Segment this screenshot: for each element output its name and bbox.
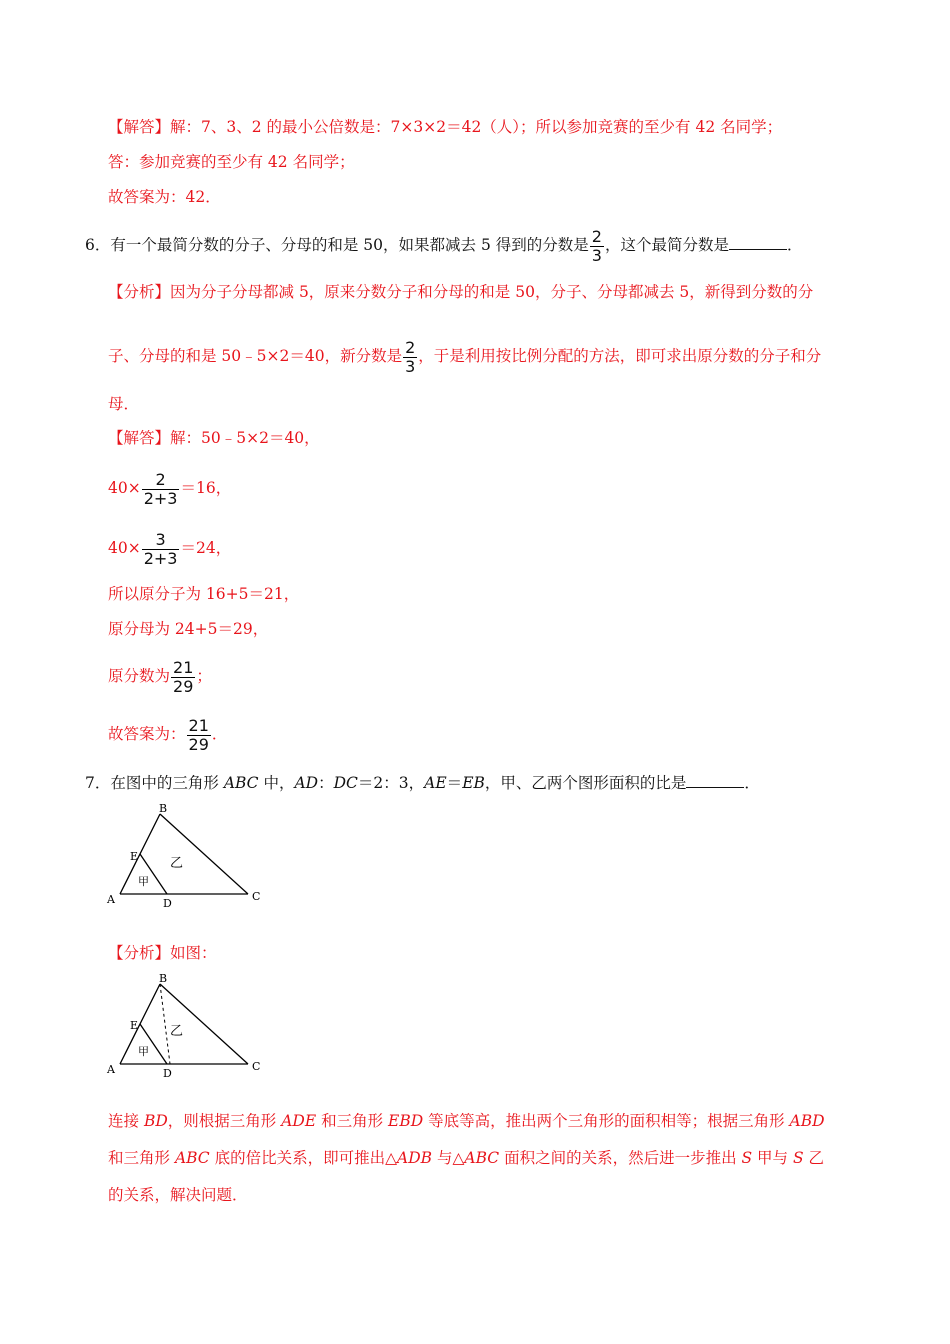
svg-text:甲: 甲 bbox=[138, 875, 149, 888]
svg-text:B: B bbox=[159, 802, 168, 815]
q7-answer-blank[interactable] bbox=[686, 773, 744, 788]
q7-triangle-figure bbox=[100, 800, 270, 910]
q7-number: 7． bbox=[85, 774, 111, 792]
q6-numerator-line: 所以原分子为 16+5＝21， bbox=[108, 585, 300, 603]
q7-stem: 7．在图中的三角形 ABC 中，AD：DC＝2：3，AE＝EB，甲、乙两个图形面积的比是 ． bbox=[85, 774, 760, 792]
q7-explanation-line-2: 和三角形 ABC 底的倍比关系，即可推出△ADB 与△ABC 面积之间的关系，然后进一步推出 S 甲与 S 乙 bbox=[108, 1149, 825, 1167]
q6-analysis-line-2: 子、分母的和是 50﹣5×2＝40，新分数是 $\frac{2}{3}$ ，于是利用按比例分配的方法，即可求出原分数的分子和分 bbox=[108, 337, 822, 376]
q6-analysis-fraction: $\frac{2}{3}$ bbox=[405, 337, 416, 376]
svg-text:D: D bbox=[163, 1067, 172, 1080]
q6-final-answer-line: 故答案为： $\frac{21}{29}$ ． bbox=[108, 715, 228, 754]
q6-solution-tag: 【解答】 bbox=[108, 429, 171, 447]
q6-calc-2: 40× $\frac{3}{2+3}$ ＝24， bbox=[108, 529, 232, 568]
q7-analysis-intro: 【分析】如图： bbox=[108, 944, 217, 962]
svg-text:E: E bbox=[130, 1019, 139, 1032]
svg-text:乙: 乙 bbox=[170, 856, 184, 871]
q5-answer-tag: 【解答】 bbox=[108, 118, 171, 136]
q6-answer-blank[interactable] bbox=[729, 235, 787, 250]
q6-analysis-tag: 【分析】 bbox=[108, 283, 171, 301]
svg-text:E: E bbox=[130, 850, 139, 863]
q6-calc-1: 40× $\frac{2}{2+3}$ ＝16， bbox=[108, 469, 232, 508]
q6-analysis-line-1: 【分析】因为分子分母都减 5，原来分数分子和分母的和是 50，分子、分母都减去 5，新得到分数的分 bbox=[108, 283, 814, 301]
q6-solution-line-1: 【解答】解：50﹣5×2＝40， bbox=[108, 429, 320, 447]
q6-stem: 6．有一个最简分数的分子、分母的和是 50，如果都减去 5 得到的分数是 $\frac{2}{3}$ ，这个最简分数是 ． bbox=[85, 226, 803, 265]
svg-text:D: D bbox=[163, 897, 172, 910]
svg-text:B: B bbox=[159, 972, 168, 985]
q7-triangle-figure-with-bd bbox=[100, 970, 270, 1080]
q5-answer-line-3: 故答案为：42． bbox=[108, 188, 221, 206]
q6-analysis-line-3: 母． bbox=[108, 395, 140, 413]
q6-original-fraction-line: 原分数为 $\frac{21}{29}$ ； bbox=[108, 657, 212, 696]
q5-answer-line-2: 答：参加竞赛的至少有 42 名同学； bbox=[108, 153, 355, 171]
q6-denominator-line: 原分母为 24+5＝29， bbox=[108, 620, 269, 638]
svg-text:A: A bbox=[107, 893, 115, 906]
q7-explanation-line-3: 的关系，解决问题． bbox=[108, 1186, 248, 1204]
svg-text:乙: 乙 bbox=[170, 1024, 184, 1039]
svg-text:A: A bbox=[107, 1063, 115, 1076]
svg-text:C: C bbox=[252, 890, 261, 903]
q7-analysis-tag: 【分析】 bbox=[108, 944, 171, 962]
svg-text:甲: 甲 bbox=[138, 1045, 149, 1058]
svg-text:C: C bbox=[252, 1060, 261, 1073]
q6-stem-fraction: $\frac{2}{3}$ bbox=[591, 226, 602, 265]
q7-explanation-line-1: 连接 BD，则根据三角形 ADE 和三角形 EBD 等底等高，推出两个三角形的面积相等；根据三角形 ABD bbox=[108, 1112, 825, 1130]
q5-answer-line-1: 【解答】解：7、3、2 的最小公倍数是：7×3×2＝42（人）；所以参加竞赛的至少有 42 名同学； bbox=[108, 118, 783, 136]
q6-number: 6． bbox=[85, 236, 111, 254]
